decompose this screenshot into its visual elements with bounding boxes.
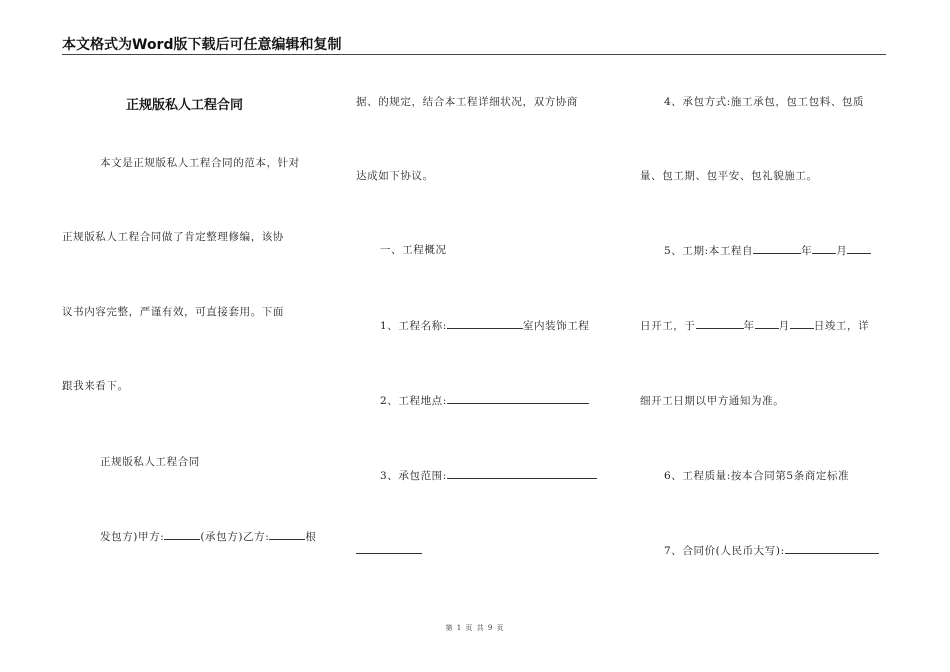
col2-line-1: 据、的规定，结合本工程详细状况，双方协商	[356, 96, 578, 108]
column-1	[62, 0, 332, 672]
document-title: 正规版私人工程合同	[126, 98, 244, 113]
trailing-blank	[356, 543, 422, 554]
contract-scope-label: 3、承包范围:	[380, 470, 447, 482]
project-name-blank	[447, 318, 523, 329]
contract-method-line: 4、承包方式:施工承包，包工包料、包质	[664, 96, 865, 108]
end-month-blank	[755, 318, 779, 329]
start-label: 日开工，于	[640, 320, 696, 332]
end-day-blank	[790, 318, 814, 329]
start-year-blank	[753, 243, 801, 254]
month-label-2: 月	[778, 320, 790, 332]
section-overview-heading: 一、工程概况	[380, 244, 447, 256]
start-month-blank	[812, 243, 836, 254]
intro-line-1: 本文是正规版私人工程合同的范本，针对	[100, 157, 300, 169]
subtitle: 正规版私人工程合同	[100, 456, 200, 468]
column-3	[640, 0, 886, 672]
contract-price-line	[664, 543, 879, 558]
project-name-line	[380, 318, 590, 333]
contract-method-cont: 量、包工期、包平安、包礼貌施工。	[640, 170, 818, 182]
page-footer: 第 1 页 共 9 页	[445, 624, 505, 632]
parties-line	[100, 529, 316, 544]
contract-scope-blank	[447, 468, 597, 479]
end-label: 日竣工，详	[813, 320, 870, 332]
end-year-blank	[696, 318, 744, 329]
start-day-blank	[847, 243, 871, 254]
project-location-blank	[447, 393, 589, 404]
party-end-text: 根	[305, 531, 317, 543]
project-name-label: 1、工程名称:	[380, 320, 447, 332]
col2-line-2: 达成如下协议。	[356, 170, 434, 182]
party-a-blank	[164, 529, 200, 540]
schedule-label: 5、工期:本工程自	[664, 245, 754, 257]
project-location-label: 2、工程地点:	[380, 395, 447, 407]
year-label-2: 年	[743, 320, 755, 332]
contract-price-blank	[785, 543, 879, 554]
quality-line: 6、工程质量:按本合同第5条商定标准	[664, 470, 850, 482]
party-b-blank	[269, 529, 305, 540]
intro-line-4: 跟我来看下。	[62, 380, 129, 392]
schedule-line-2	[640, 318, 869, 333]
project-location-line	[380, 393, 589, 408]
schedule-note: 细开工日期以甲方通知为准。	[640, 395, 785, 407]
party-b-label: (承包方)乙方:	[200, 531, 270, 543]
intro-line-3: 议书内容完整，严谨有效，可直接套用。下面	[62, 306, 284, 318]
intro-line-2: 正规版私人工程合同做了肯定整理修编，该协	[62, 231, 284, 243]
col2-trailing-blank-line	[356, 543, 422, 557]
contract-price-label: 7、合同价(人民币大写):	[664, 545, 785, 557]
contract-scope-line	[380, 468, 597, 483]
header-text: 本文格式为Word版下载后可任意编辑和复制	[62, 37, 342, 53]
schedule-line	[664, 243, 871, 258]
column-2	[356, 0, 606, 672]
party-a-label: 发包方)甲方:	[100, 531, 165, 543]
project-name-value: 室内装饰工程	[522, 320, 590, 332]
month-label: 月	[836, 245, 848, 257]
year-label: 年	[801, 245, 813, 257]
